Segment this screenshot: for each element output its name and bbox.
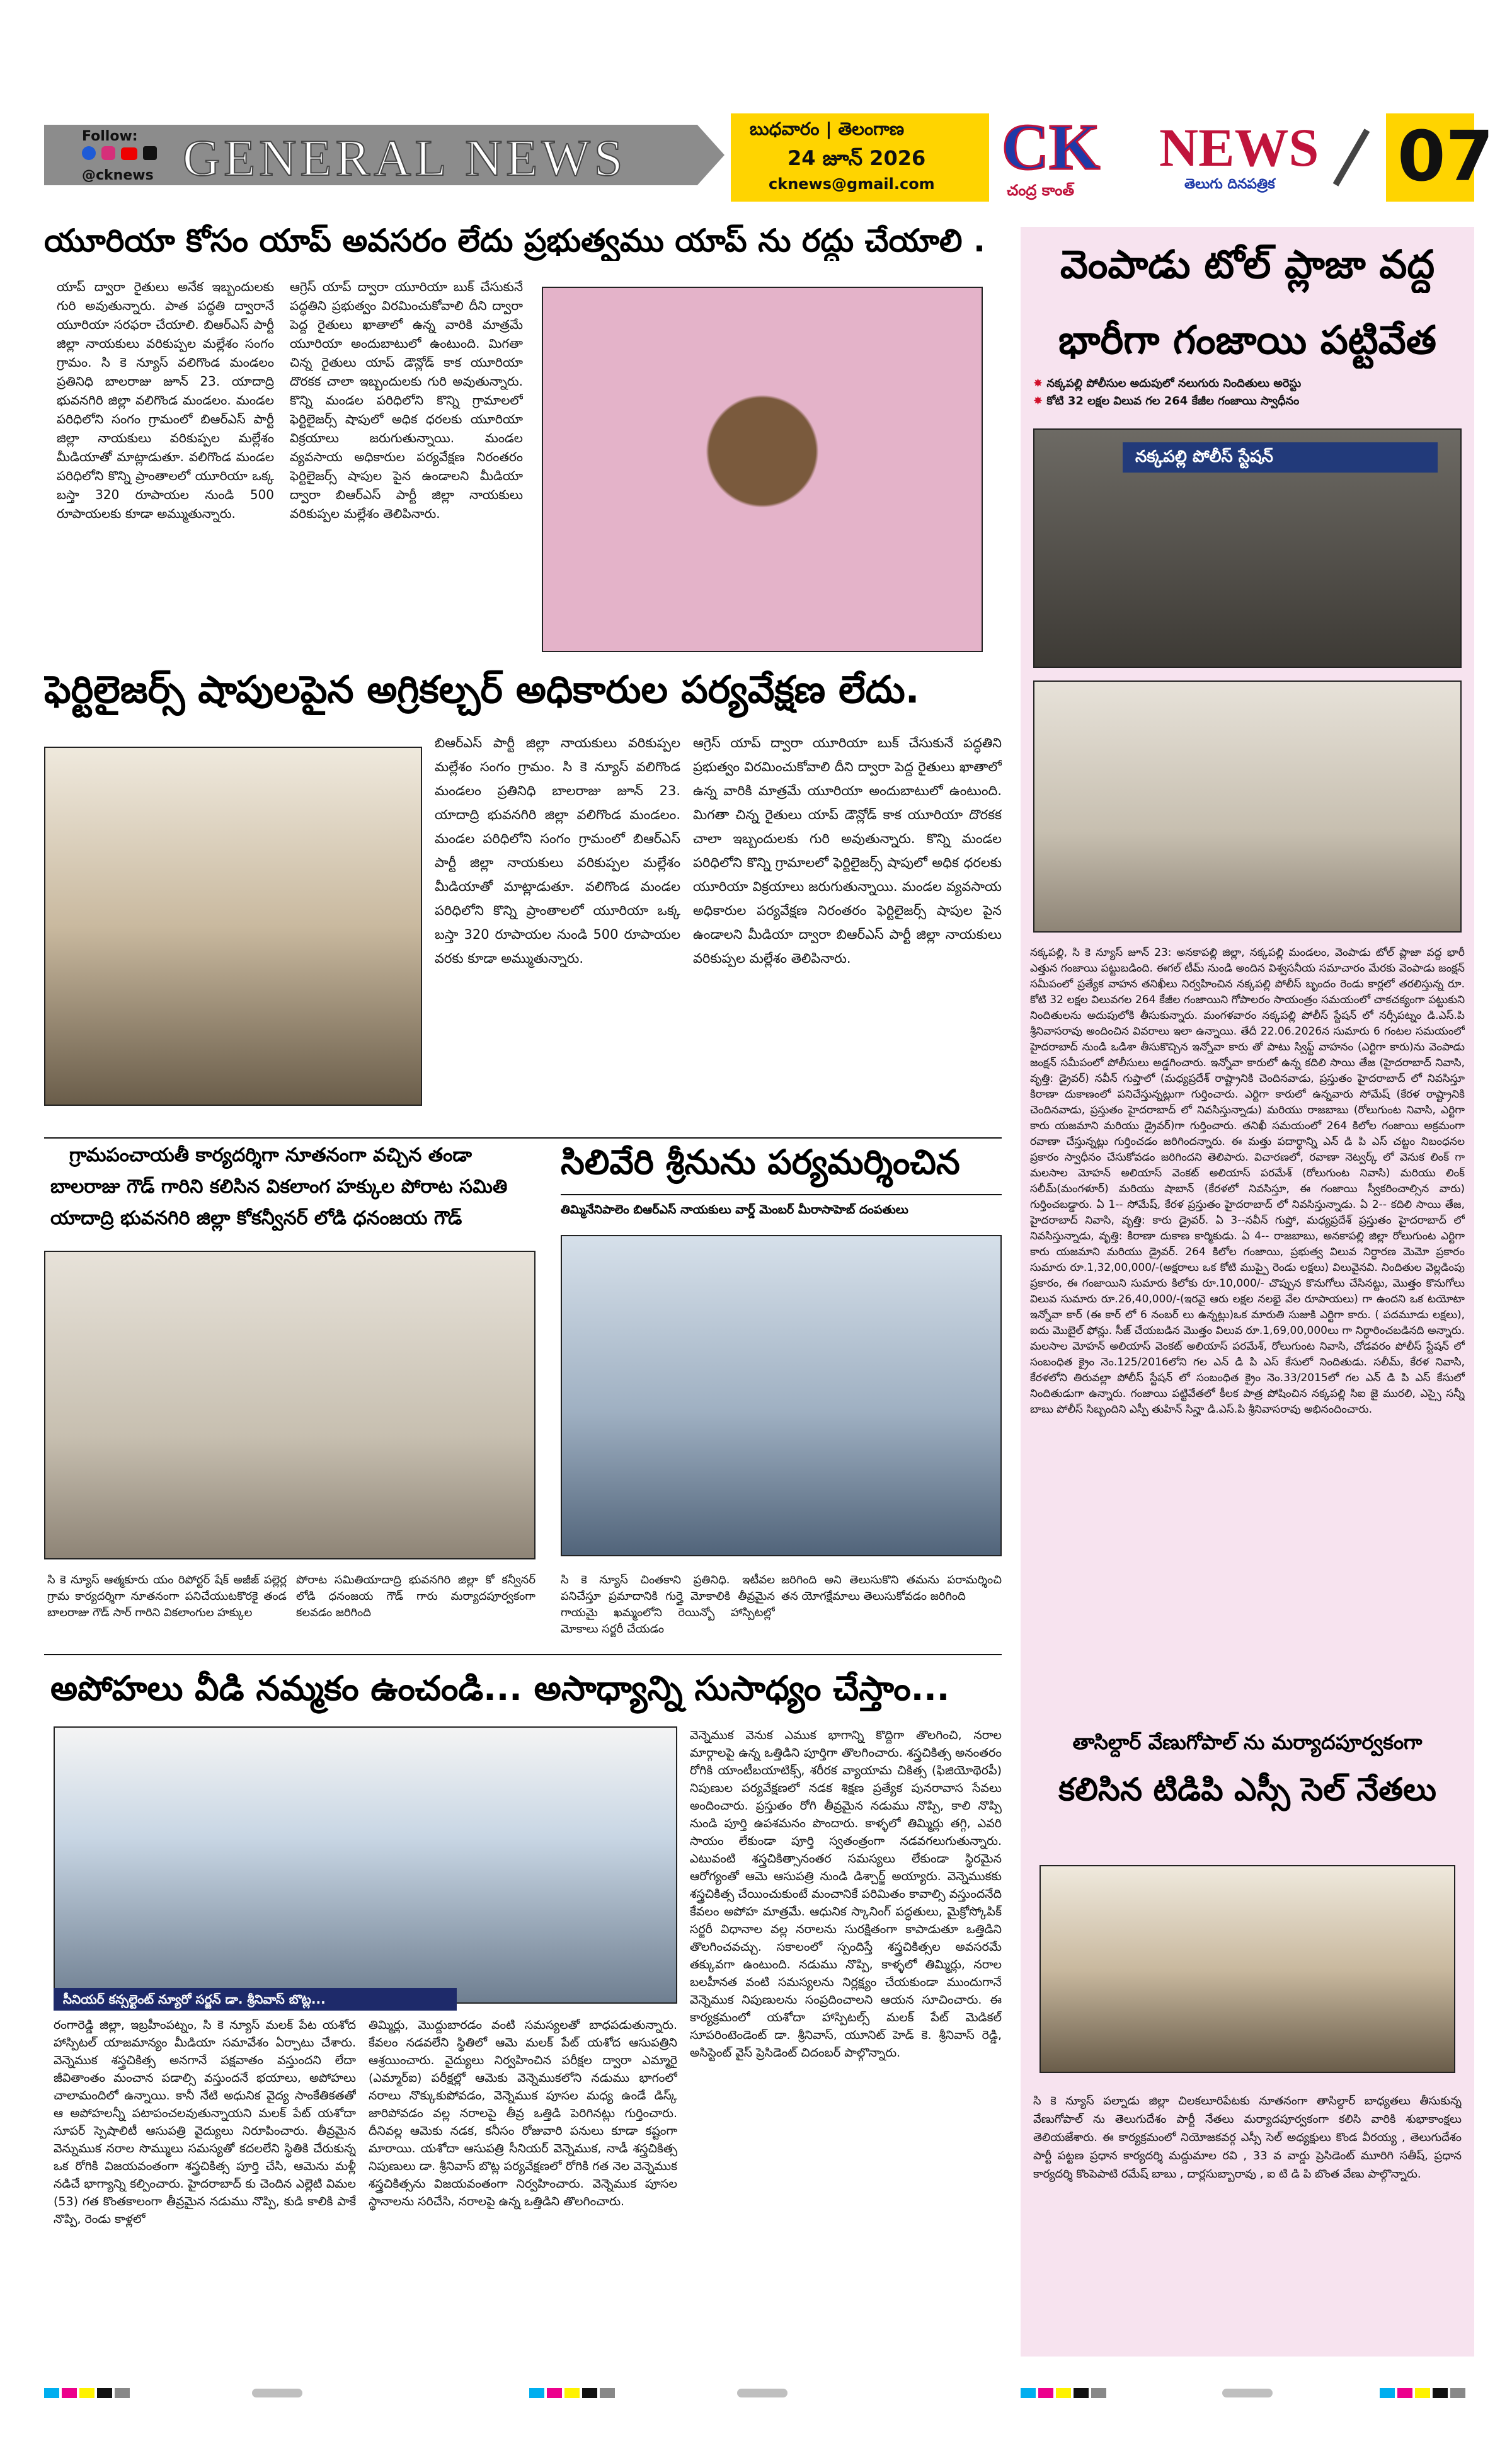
instagram-icon[interactable] xyxy=(101,146,115,160)
story2-photo-speaker xyxy=(44,747,422,1106)
story6-body: నక్కపల్లి, సి కె న్యూస్ జూన్ 23: అనకాపల్లి జిల్లా, నక్కపల్లి మండలం, వెంపాడు టోల్ ప్లాజా వద్ద భారీ ఎత్తున గంజాయి పట్టుబడింది. ఈగల్ టీమ్ నుండి అందిన విశ్వసనీయ సమాచారం మేరకు వెంపాడు జంక్షన్ సమీపంలో ప్రత్యేక వాహన తనిఖీలు నిర్వహించిన నక్కపల్లి పోలీస్ బృందం రెండు కార్లలో తరలిస్తున్న రూ. కోటి 32 లక్షల విలువగల 264 కేజీల గంజాయిని గోపాలరం సాయంత్రం సమయంలో చాకచక్యంగా పట్టుకుని నిందితులను అదుపులోకి తీసుకున్నారు. మంగళవారం నక్కపల్లి పోలీస్ స్టేషన్ లో నర్సీపట్నం డి.ఎస్.పి శ్రీనివాసరావు అందించిన వివరాలు ఇలా ఉన్నాయి. తేదీ 22.06.2026న సుమారు 6 గంటల సమయంలో హైదరాబాద్ నుండి ఒడిశా తీసుకొచ్చిన ఇన్నోవా కారు తో పాటు స్విఫ్ట్ వాహనం (ఎర్టిగా కారు)ను వెంపాడు జంక్షన్ సమీపంలో పోలీసులు అడ్డగించారు. ఇన్నోవా కారులో ఉన్న కదిలి సాయి తేజ (హైదరాబాద్ నివాసి, వృత్తి: డ్రైవర్) నవీన్ గుప్తాలో (మధ్యప్రదేశ్ రాష్ట్రానికి చెందినవాడు, ప్రస్తుతం హైదరాబాద్ లో నివసిస్తూ కిరాణా దుకాణంలో పనిచేస్తున్నట్లుగా గుర్తించారు. ఎర్టిగా కారులో ఉన్నవారు సోమేష్ (కేరళ రాష్ట్రానికి చెందినవాడు, ప్రస్తుతం హైదరాబాద్ లో నివసిస్తున్నాడు) మరియు రాజబాబు (రోలుగుంట నివాసి, ఎర్టిగా కారు యజమాని మరియు డ్రైవర్)గా గుర్తించారు. తనిఖీ సమయంలో 264 కిలోల గంజాయి అక్రమంగా రవాణా చేస్తున్నట్లు గుర్తించడం జరిగిందన్నారు. ఈ మత్తు పదార్థాన్ని ఎన్ డి పి ఎస్ చట్టం నిబంధనల ప్రకారం స్వాధీనం చేసుకోవడం జరిగిందని తెలిపారు. విచారణలో, రవాణా నెట్వర్క్ లో వెనుక లింక్ గా మలసాల మోహన్ అలియాస్ వెంకట్ అలియాస్ పరమేశ్ (రోలుగుంట నివాసి) మరియు లింక్ సలీమ్(మంగళూర్) మరియు షాబాన్ (కేరళలో నివసిస్తూ, ఈ గంజాయి స్వీకరించాల్సిన వారు) గుర్తించబడ్డారు. ఏ 1-- సోమేష్, కేరళ ప్రస్తుతం హైదరాబాద్ లో నివసిస్తున్నాడు. ఏ 2-- కదిలి సాయి తేజ, హైదరాబాద్ నివాసి, వృత్తి: కారు డ్రైవర్. ఏ 3--నవీన్ గుప్తో, మధ్యప్రదేశ్ ప్రస్తుతం హైదరాబాద్ లో నివసిస్తున్నాడు, వృత్తి: కిరాణా దుకాణ కార్మికుడు. ఏ 4-- రాజబాబు, అనకాపల్లి జిల్లా రోలుగుంట ఎర్టిగా కారు యజమాని మరియు డ్రైవర్. 264 కిలోల గంజాయి, ప్రభుత్వ విలువ నిర్ధారణ మెమో ప్రకారం సుమారు రూ.1,32,00,000/-(అక్షరాలు ఒక కోటి ముప్పై రెండు లక్షలు) విలువైనవి. నిందితుల వెల్లడింపు ప్రకారం, ఈ గంజాయిని సుమారు కిలోకు రూ.10,000/- చొప్పున కొనుగోలు చేసినట్టు, మొత్తం కొనుగోలు విలువ సుమారు రూ.26,40,000/-(ఇరవై ఆరు లక్షల నలభై వేల రూపాయలు) గా ఉందని ఒక టయోటా ఇన్నోవా కార్ (ఈ కార్ లో 6 నంబర్ లు ఉన్నట్లు)ఒక మారుతి సుజుకి ఎర్టిగా కారు. ( పదమూడు లక్షలు), ఐదు మొబైల్ ఫోన్లు. సీజ్ చేయబడిన మొత్తం విలువ రూ.1,69,00,000లు గా నిర్ధారించబడినది అన్నారు. మలసాల మోహన్ అలియాస్ వెంకట్ అలియాస్ పరమేశ్, రోలుగుంట నివాసి, చోడవరం పోలీస్ స్టేషన్ లో సంబంధిత క్రైం నెం.125/2016లోని గల ఎన్ డి పి ఎస్ కేసులో నిందితుడు. సలీమ్, కేరళ నివాసి, కేరళలోని తిరువల్లా పోలీస్ స్టేషన్ లో సంబంధిత క్రైం నెం.33/2015లో గల ఎన్ డి పి ఎస్ కేసులో నిందితుడుగా ఉన్నారు. గంజాయి పట్టివేతలో కీలక పాత్ర పోషించిన నక్కపల్లి సిఐ జై మురలి, ఎస్సై సన్నీ బాబు పోలీస్ సిబ్బందిని ఎస్పీ తుహిన్ సిన్హా డి.ఎస్.పి శ్రీనివాసరావు అభినందించారు. xyxy=(1030,946,1465,1416)
story6-bullet-2-text: కోటి 32 లక్షల విలువ గల 264 కేజీల గంజాయి స్వాధీనం xyxy=(1046,394,1300,408)
story5-col2: తిమ్మిర్లు, మొద్దుబారడం వంటి సమస్యలతో బాధపడుతున్నారు. కేవలం నడవలేని స్థితిలో ఆమె మలక్ పేట్ యశోద ఆసుపత్రిని ఆశ్రయించారు. వైద్యులు నిర్వహించిన పరీక్షల ద్వారా ఎమ్మారై (ఎమ్మార్ఐ) పరీక్షల్లో ఆమెకు వెన్నెముకలోని నడుము భాగంలో నరాలు నొక్కుకుపోవడం, వెన్నెముక పూసల మధ్య ఉండే డిస్క్ జారిపోవడం వల్ల నరాలపై తీవ్ర ఒత్తిడి పెరిగినట్లు గుర్తించారు. దీనివల్ల ఆమెకు నడక, కనీసం రోజువారి పనులు కూడా కష్టంగా మారాయి. యశోదా ఆసుపత్రి సీనియర్ వెన్నెముక, నాడీ శస్త్రచికిత్స నిపుణులు డా. శ్రీనివాస్ బొట్ల పర్యవేక్షణలో రోగికి గత నెల వెన్నెముక శస్త్రచికిత్సను విజయవంతంగా నిర్వహించారు. వెన్నెముక పూసల స్థానాలను సరిచేసి, నరాలపై ఉన్న ఒత్తిడిని తొలగించారు. xyxy=(369,2018,677,2208)
story6-bullet-1 xyxy=(1033,376,1468,392)
logo-tagline: చంద్ర కాంత్ xyxy=(1007,181,1075,199)
masthead xyxy=(44,111,1494,202)
story3-headline-line3: యాదాద్రి భువనగిరి జిల్లా కోకన్వీనర్ లోడి ధనంజయ గౌడ్ xyxy=(50,1207,462,1229)
story4-col1: సి కె న్యూస్ చింతకాని ప్రతినిధి. ఇటీవల పనిచేస్తూ ప్రమాదానికి గుర్తై మోకాలికి తీవ్రమైన గాయమై ఖమ్మంలోని రెయిన్బో హాస్పిటల్లో మోకాలు సర్జరీ చేయడం xyxy=(561,1573,775,1636)
print-registration-pill xyxy=(1222,2389,1273,2397)
story6-headline-line2: భారీగా గంజాయి పట్టివేత xyxy=(1058,317,1436,363)
story3-photo-handshake xyxy=(44,1251,536,1559)
bullet-icon: ✸ xyxy=(1033,377,1047,390)
story5-headline: అపోహలు వీడి నమ్మకం ఉంచండి... అసాధ్యాన్ని సుసాధ్యం చేస్తాం... xyxy=(50,1668,950,1708)
story3-col1: సి కె న్యూస్ ఆత్మకూరు యం రిపోర్టర్ షేక్ అజీజ్ పల్లెర్ల గ్రామ కార్యదర్శిగా నూతనంగా పనిచేయుటకొరకై తండ బాలరాజు గౌడ్ సార్ గారిని వికలాంగుల హక్కుల xyxy=(47,1573,287,1619)
story4-headline: సిలివేరి శ్రీనును పర్యమర్శించిన xyxy=(561,1142,960,1182)
story1-photo-portrait xyxy=(542,287,983,652)
story4-photo-hospital xyxy=(561,1235,1002,1556)
story6-photo-press-briefing xyxy=(1033,680,1462,933)
story6-headline-line1: వెంపాడు టోల్ ప్లాజా వద్ద xyxy=(1060,241,1435,287)
social-handle: @cknews xyxy=(82,168,154,183)
story2-col2: ఆగ్రెస్ యాప్ ద్వారా యూరియా బుక్ చేసుకునే పద్ధతిని ప్రభుత్వం విరమించుకోవాలి దీని ద్వారా పెద్ద రైతులు ఖాతాలో ఉన్న వారికి మాత్రమే యూరియా అందుబాటులో ఉంటుంది. మిగతా చిన్న రైతులు యాప్ డౌన్లోడ్ కాక యూరియా దొరకక చాలా ఇబ్బందులకు గురి అవుతున్నారు. కొన్ని మండల పరిధిలోని కొన్ని గ్రామాలలో ఫెర్టిలైజర్స్ షాపులో అధిక ధరలకు యూరియా విక్రయాలు జరుగుతున్నాయి. మండల వ్యవసాయ అధికారుల పర్యవేక్షణ నిరంతరం ఫెర్టిలైజర్స్ షాపుల పైన ఉండాలని మీడియా ద్వారా బిఆర్ఎస్ పార్టీ జిల్లా నాయకులు వరికుప్పల మల్లేశం తెలిపినారు. xyxy=(693,735,1002,966)
story5-caption: సీనియర్ కన్సల్టెంట్ న్యూరో సర్జన్ డా. శ్రీనివాస్ బొట్ల... xyxy=(63,1992,326,2007)
print-color-bar xyxy=(529,2388,617,2401)
police-station-sign-text: నక్కపల్లి పోలీస్ స్టేషన్ xyxy=(1135,447,1273,466)
social-icons[interactable] xyxy=(82,146,158,165)
story3-headline-line1: గ్రామపంచాయతీ కార్యదర్శిగా నూతనంగా వచ్చిన తండా xyxy=(69,1144,472,1166)
bullet-icon: ✸ xyxy=(1033,394,1047,408)
story1-col1: యాప్ ద్వారా రైతులు అనేక ఇబ్బందులకు గురి అవుతున్నారు. పాత పద్ధతి ద్వారానే యూరియా సరఫరా చేయాలి. బిఆర్ఎస్ పార్టీ జిల్లా నాయకులు వరికుప్పల మల్లేశం సంగం గ్రామం. సి కె న్యూస్ వలిగొండ మండలం ప్రతినిధి బాలరాజు జూన్ 23. యాదాద్రి భువనగిరి జిల్లా వలిగొండ మండలం. మండల పరిధిలోని సంగం గ్రామంలో బిఆర్ఎస్ పార్టీ జిల్లా నాయకులు వరికుప్పల మల్లేశం మీడియాతో మాట్లాడుతూ. వలిగొండ మండల పరిధిలోని కొన్ని ప్రాంతాలలో యూరియా ఒక్క బస్తా 320 రూపాయల నుండి 500 రూపాయలకు కూడా అమ్ముతున్నారు. xyxy=(57,279,274,521)
story2-headline: ఫెర్టిలైజర్స్ షాపులపైన అగ్రికల్చర్ అధికారుల పర్యవేక్షణ లేదు. xyxy=(44,668,920,712)
issue-date: 24 జూన్ 2026 xyxy=(788,146,926,170)
story4-col2: జరిగింది అని తెలుసుకొని తమను పరామర్శించి తన యోగక్షేమాలు తెలుసుకోవడం జరిగింది xyxy=(781,1573,1002,1603)
print-color-bar xyxy=(1021,2388,1109,2401)
facebook-icon[interactable] xyxy=(82,146,96,160)
print-registration-pill xyxy=(737,2389,788,2397)
contact-email[interactable]: cknews@gmail.com xyxy=(769,175,935,193)
story1-col2: ఆగ్రెస్ యాప్ ద్వారా యూరియా బుక్ చేసుకునే పద్ధతిని ప్రభుత్వం విరమించుకోవాలి దీని ద్వారా పెద్ద రైతులు ఖాతాలో ఉన్న వారికి మాత్రమే యూరియా అందుబాటులో ఉంటుంది. మిగతా చిన్న రైతులు యాప్ డౌన్లోడ్ కాక యూరియా దొరకక చాలా ఇబ్బందులకు గురి అవుతున్నారు. కొన్ని మండల పరిధిలోని కొన్ని గ్రామాలలో ఫెర్టిలైజర్స్ షాపులో అధిక ధరలకు యూరియా విక్రయాలు జరుగుతున్నాయి. మండల వ్యవసాయ అధికారుల పర్యవేక్షణ నిరంతరం ఫెర్టిలైజర్స్ షాపుల పైన ఉండాలని మీడియా ద్వారా బిఆర్ఎస్ పార్టీ జిల్లా నాయకులు వరికుప్పల మల్లేశం తెలిపినారు. xyxy=(290,279,523,521)
day-region: బుధవారం | తెలంగాణ xyxy=(750,118,905,139)
story2-col1: బిఆర్ఎస్ పార్టీ జిల్లా నాయకులు వరికుప్పల మల్లేశం సంగం గ్రామం. సి కె న్యూస్ వలిగొండ మండలం ప్రతినిధి బాలరాజు జూన్ 23. యాదాద్రి భువనగిరి జిల్లా వలిగొండ మండలం. మండల పరిధిలోని సంగం గ్రామంలో బిఆర్ఎస్ పార్టీ జిల్లా నాయకులు వరికుప్పల మల్లేశం మీడియాతో మాట్లాడుతూ. వలిగొండ మండల పరిధిలోని కొన్ని ప్రాంతాలలో యూరియా ఒక్క బస్తా 320 రూపాయల నుండి 500 రూపాయల వరకు కూడా అమ్ముతున్నారు. xyxy=(435,735,680,966)
story4-subhead: తిమ్మినేనిపాలెం బిఆర్ఎస్ నాయకులు వార్డ్ మెంబర్ మీరాసాహెబ్ దంపతులు xyxy=(561,1203,908,1217)
x-icon[interactable] xyxy=(143,146,157,160)
story3-col2: పోరాట సమితియాదాద్రి భువనగిరి జిల్లా కో కన్వీనర్ లోడి ధనంజయ గౌడ్ గారు మర్యాదపూర్వకంగా కలవడం జరిగింది xyxy=(296,1573,536,1619)
story7-headline-line1: తాసిల్దార్ వేణుగోపాల్ ను మర్యాదపూర్వకంగా xyxy=(1072,1730,1423,1754)
story6-bullet-1-text: నక్కపల్లి పోలీసుల అదుపులో నలుగురు నిందితులు అరెస్టు xyxy=(1046,377,1302,390)
logo-news: NEWS xyxy=(1159,117,1319,178)
logo-ck: CK xyxy=(1002,111,1100,183)
logo-subtitle: తెలుగు దినపత్రిక xyxy=(1184,176,1275,192)
story3-headline-line2: బాలరాజు గౌడ్ గారిని కలిసిన వికలాంగ హక్కుల పోరాట సమితి xyxy=(50,1176,508,1198)
story6-bullet-2 xyxy=(1033,393,1468,410)
divider xyxy=(44,1654,1002,1655)
page-number: 07 xyxy=(1397,116,1494,197)
story4-subhead-rule xyxy=(561,1194,1002,1195)
story7-photo-meeting xyxy=(1040,1865,1455,2073)
youtube-icon[interactable] xyxy=(121,147,137,160)
follow-label: Follow: xyxy=(82,129,138,144)
print-color-bar xyxy=(44,2388,132,2401)
story5-col1: రంగారెడ్డి జిల్లా, ఇబ్రహీంపట్నం, సి కె న్యూస్ మలక్ పేట యశోద హాస్పిటల్ యాజమాన్యం మీడియా సమావేశం ఏర్పాటు చేశారు. వెన్నెముక శస్త్రచికిత్స అనగానే పక్షవాతం వస్తుందని లేదా జీవితాంతం మంచాన పడాల్సి వస్తుందనే భయాలు, అపోహలు చాలామందిలో ఉన్నాయి. కానీ నేటి అధునిక వైద్య సాంకేతికతతో ఆ అపోహలన్నీ పటాపంచలవుతున్నాయని మలక్ పేట్ యశోదా సూపర్ స్పెషాలిటీ ఆసుపత్రి వైద్యులు నిరూపించారు. తీవ్రమైన వెన్నుముక నరాల సొమ్ములు సమస్యతో కదలలేని స్థితికి చేరుకున్న ఒక రోగికి విజయవంతంగా శస్త్రచికిత్స పూర్తి చేసి, ఆమెను మళ్లీ నడిచే భాగ్యాన్ని కల్పించారు. హైదరాబాద్ కు చెందిన ఎల్లెటి విమల (53) గత కొంతకాలంగా తీవ్రమైన నడుము నొప్పి, కుడి కాలికి పాకే నొప్పి, రెండు కాళ్లలో xyxy=(54,2018,356,2226)
story1-headline: యూరియా కోసం యాప్ అవసరం లేదు ప్రభుత్వము యాప్ ను రద్దు చేయాలి . xyxy=(44,222,985,259)
story6-photo-seizure xyxy=(1033,428,1462,668)
story5-photo-press-meet xyxy=(54,1726,677,2004)
story7-headline-line2: కలిసిన టిడిపి ఎస్సీ సెల్ నేతలు xyxy=(1058,1771,1436,1808)
print-registration-pill xyxy=(252,2389,302,2397)
story7-body: సి కె న్యూస్ పల్నాడు జిల్లా చిలకలూరిపేటకు నూతనంగా తాసిల్దార్ బాధ్యతలు తీసుకున్న వేణుగోపాల్ ను తెలుగుదేశం పార్టీ నేతలు మర్యాదపూర్వకంగా కలిసి వారికి శుభాకాంక్షలు తెలియజేశారు. ఈ కార్యక్రమంలో నియోజకవర్గ ఎస్సీ సెల్ అధ్యక్షులు కొండ వీరయ్య , తెలుగుదేశం పార్టీ పట్టణ ప్రధాన కార్యదర్శి మద్దుమాల రవి , 33 వ వార్డు ప్రెసిడెంట్ మూరిగి సతీష్, ప్రధాన కార్యదర్శి కొంపెపాటి రమేష్ బాబు , దార్లసుబ్బారావు , ఐ టి డి పి బొంత వేణు పాల్గొన్నారు. xyxy=(1033,2094,1462,2181)
section-title: GENERAL NEWS xyxy=(183,129,627,187)
logo xyxy=(995,113,1373,202)
story5-col3: వెన్నెముక వెనుక ఎముక భాగాన్ని కొద్దిగా తొలగించి, నరాల మార్గాలపై ఉన్న ఒత్తిడిని పూర్తిగా తొలగించారు. శస్త్రచికిత్స అనంతరం రోగికి యాంటీబయాటిక్స్, శరీరక వ్యాయామ చికిత్స (ఫిజియోథెరపీ) నిపుణుల పర్యవేక్షణలో నడక శిక్షణ ప్రత్యేక పునరావాస సేవలు అందించారు. ప్రస్తుతం రోగి తీవ్రమైన నడుము నొప్పి, కాలి నొప్పి నుండి పూర్తి ఉపశమనం పొందారు. కాళ్ళలో తిమ్మిర్లు తగ్గి, ఎవరి సాయం లేకుండా పూర్తి స్వతంత్రంగా నడవగలుగుతున్నారు. ఎటువంటి శస్త్రచికిత్సానంతర సమస్యలు లేకుండా స్థిరమైన ఆరోగ్యంతో ఆమె ఆసుపత్రి నుండి డిశ్చార్జ్ అయ్యారు. వెన్నెముకకు శస్త్రచికిత్స చేయించుకుంటే మంచానికే పరిమితం కావాల్సి వస్తుందనేది కేవలం అపోహ మాత్రమే. ఆధునిక స్కానింగ్ పద్ధతులు, మైక్రోస్కోపిక్ సర్జరీ విధానాల వల్ల నరాలను సురక్షితంగా కాపాడుతూ ఒత్తిడిని తొలగించవచ్చు. సకాలంలో స్పందిస్తే శస్త్రచికిత్సల అవసరమే తక్కువగా ఉంటుంది. నడుము నొప్పి, కాళ్ళలో తిమ్మిర్లు, నరాల బలహీనత వంటి సమస్యలను నిర్లక్ష్యం చేయకుండా ముందుగానే వెన్నెముక నిపుణులను సంప్రదించాలని ఆయన సూచించారు. ఈ కార్యక్రమంలో యశోదా హాస్పిటల్స్ మలక్ పేట్ మెడికల్ సూపరింటెండెంట్ డా. శ్రీనివాస్, యూనిట్ హెడ్ కె. శ్రీనివాస్ రెడ్డి, అసిస్టెంట్ వైస్ ప్రెసిడెంట్ చిదంబర్ పాల్గొన్నారు. xyxy=(690,1728,1002,2060)
pen-icon xyxy=(1333,129,1370,187)
print-color-bar xyxy=(1380,2388,1468,2401)
